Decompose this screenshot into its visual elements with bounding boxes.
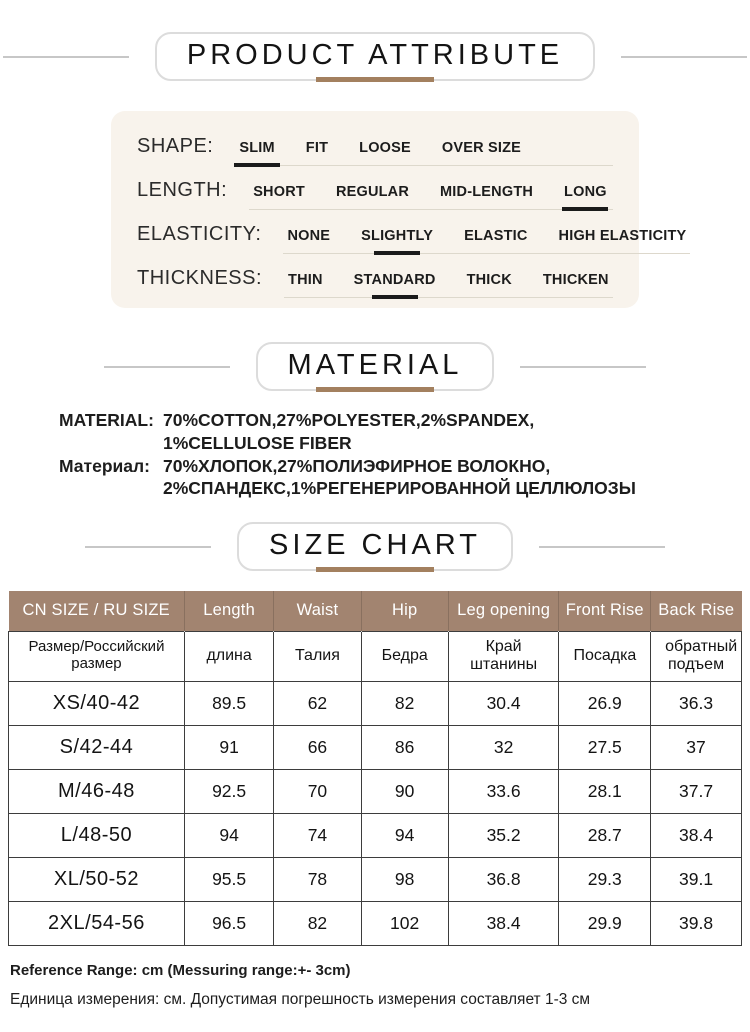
divider-line: [104, 366, 230, 368]
value-cell: 82: [274, 901, 361, 945]
value-cell: 38.4: [651, 813, 742, 857]
note-ru: Единица измерения: см. Допустимая погрешность измерения составляет 1-3 см: [10, 990, 591, 1008]
col-subheader: Посадка: [559, 631, 651, 681]
value-cell: 26.9: [559, 681, 651, 725]
material-en: [59, 409, 691, 455]
attr-label: THICKNESS:: [137, 267, 263, 289]
value-cell: 92.5: [184, 769, 273, 813]
value-cell: 66: [274, 725, 361, 769]
divider-line: [520, 366, 646, 368]
value-cell: 94: [184, 813, 273, 857]
value-cell: 28.7: [559, 813, 651, 857]
size-cell: XL/50-52: [9, 857, 185, 901]
attr-label: SHAPE:: [137, 135, 214, 157]
value-cell: 91: [184, 725, 273, 769]
attr-option: MID-LENGTH: [440, 184, 534, 200]
material-en-line2: 1%CELLULOSE FIBER: [163, 432, 352, 453]
material-ru-line2: 2%СПАНДЕКС,1%РЕГЕНЕРИРОВАННОЙ ЦЕЛЛЮЛОЗЫ: [163, 478, 636, 499]
col-header: CN SIZE / RU SIZE: [9, 591, 185, 631]
value-cell: 98: [361, 857, 448, 901]
value-cell: 30.4: [448, 681, 559, 725]
note-en: Reference Range: cm (Messuring range:+- 3cm): [10, 961, 351, 979]
product-attribute-header: [0, 32, 750, 81]
value-cell: 89.5: [184, 681, 273, 725]
col-header: Front Rise: [559, 591, 651, 631]
attr-options: [235, 138, 613, 166]
material-en-value: [163, 409, 691, 455]
attr-option-selected: STANDARD: [353, 272, 436, 288]
value-cell: 37: [651, 725, 742, 769]
divider-line: [85, 546, 211, 548]
title-accent-bar: [316, 77, 434, 82]
attr-label: ELASTICITY:: [137, 223, 262, 245]
table-row-m: [9, 769, 742, 813]
value-cell: 36.3: [651, 681, 742, 725]
value-cell: 27.5: [559, 725, 651, 769]
col-header: Back Rise: [651, 591, 742, 631]
table-row-2xl: [9, 901, 742, 945]
col-subheader: Бедра: [361, 631, 448, 681]
value-cell: 62: [274, 681, 361, 725]
col-subheader: Край штанины: [448, 631, 559, 681]
value-cell: 39.1: [651, 857, 742, 901]
material-header: [0, 342, 750, 391]
attr-row-shape: [137, 135, 613, 166]
value-cell: 95.5: [184, 857, 273, 901]
material-en-label: MATERIAL:: [59, 410, 154, 430]
attr-options: [283, 226, 690, 254]
col-subheader: обратный подъем: [651, 631, 742, 681]
divider-line: [3, 56, 129, 58]
attr-option: THIN: [288, 272, 323, 288]
size-cell: XS/40-42: [9, 681, 185, 725]
attr-options: [284, 270, 613, 298]
attribute-panel: [111, 111, 687, 308]
size-chart-title-box: [237, 522, 513, 571]
size-chart-table: [8, 591, 742, 946]
value-cell: 37.7: [651, 769, 742, 813]
attr-option: FIT: [305, 140, 329, 156]
section-title: PRODUCT ATTRIBUTE: [186, 39, 564, 71]
size-cell: L/48-50: [9, 813, 185, 857]
value-cell: 33.6: [448, 769, 559, 813]
size-chart-header: [0, 522, 750, 571]
attr-option: NONE: [287, 228, 331, 244]
value-cell: 96.5: [184, 901, 273, 945]
attr-row-elasticity: [137, 223, 687, 254]
value-cell: 70: [274, 769, 361, 813]
measurement-notes: [10, 962, 750, 1009]
value-cell: 28.1: [559, 769, 651, 813]
value-cell: 36.8: [448, 857, 559, 901]
value-cell: 94: [361, 813, 448, 857]
material-ru-value: [163, 455, 691, 501]
section-title: SIZE CHART: [269, 529, 481, 561]
table-row-l: [9, 813, 742, 857]
value-cell: 86: [361, 725, 448, 769]
col-header: Waist: [274, 591, 361, 631]
size-cell: M/46-48: [9, 769, 185, 813]
attr-option-selected: SLIM: [239, 140, 275, 156]
title-accent-bar: [316, 387, 434, 392]
value-cell: 32: [448, 725, 559, 769]
col-subheader: Талия: [274, 631, 361, 681]
table-row-xl: [9, 857, 742, 901]
value-cell: 90: [361, 769, 448, 813]
material-title-box: [256, 342, 495, 391]
attr-option: LOOSE: [359, 140, 411, 156]
attr-option: OVER SIZE: [441, 140, 522, 156]
attr-label: LENGTH:: [137, 179, 228, 201]
material-ru-label: Материал:: [59, 455, 150, 476]
value-cell: 74: [274, 813, 361, 857]
value-cell: 38.4: [448, 901, 559, 945]
table-row-xs: [9, 681, 742, 725]
attr-row-length: [137, 179, 613, 210]
size-cell: 2XL/54-56: [9, 901, 185, 945]
value-cell: 78: [274, 857, 361, 901]
value-cell: 102: [361, 901, 448, 945]
table-header-row-ru: [9, 631, 742, 681]
col-header: Hip: [361, 591, 448, 631]
table-row-s: [9, 725, 742, 769]
title-accent-bar: [316, 567, 434, 572]
divider-line: [539, 546, 665, 548]
col-header: Length: [184, 591, 273, 631]
attr-options: [249, 182, 613, 210]
col-header: Leg opening: [448, 591, 559, 631]
attr-row-thickness: [137, 267, 613, 298]
table-header-row-en: [9, 591, 742, 631]
value-cell: 29.3: [559, 857, 651, 901]
material-en-line1: 70%COTTON,27%POLYESTER,2%SPANDEX,: [163, 410, 535, 430]
material-ru: [59, 455, 691, 501]
col-subheader: Размер/Российский размер: [9, 631, 185, 681]
product-attribute-title-box: [155, 32, 595, 81]
material-composition: [59, 409, 691, 500]
attr-option: REGULAR: [335, 184, 410, 200]
value-cell: 29.9: [559, 901, 651, 945]
attr-option: HIGH ELASTICITY: [558, 228, 687, 244]
size-cell: S/42-44: [9, 725, 185, 769]
value-cell: 39.8: [651, 901, 742, 945]
col-subheader: длина: [184, 631, 273, 681]
material-ru-line1: 70%ХЛОПОК,27%ПОЛИЭФИРНОЕ ВОЛОКНО,: [163, 455, 551, 476]
attr-option: SHORT: [253, 184, 305, 200]
attr-option: ELASTIC: [464, 228, 528, 244]
attr-option-selected: SLIGHTLY: [361, 228, 434, 244]
attr-option: THICK: [466, 272, 512, 288]
divider-line: [621, 56, 747, 58]
value-cell: 82: [361, 681, 448, 725]
attr-option-selected: LONG: [564, 184, 607, 200]
attr-option: THICKEN: [542, 272, 609, 288]
value-cell: 35.2: [448, 813, 559, 857]
section-title: MATERIAL: [287, 349, 463, 381]
